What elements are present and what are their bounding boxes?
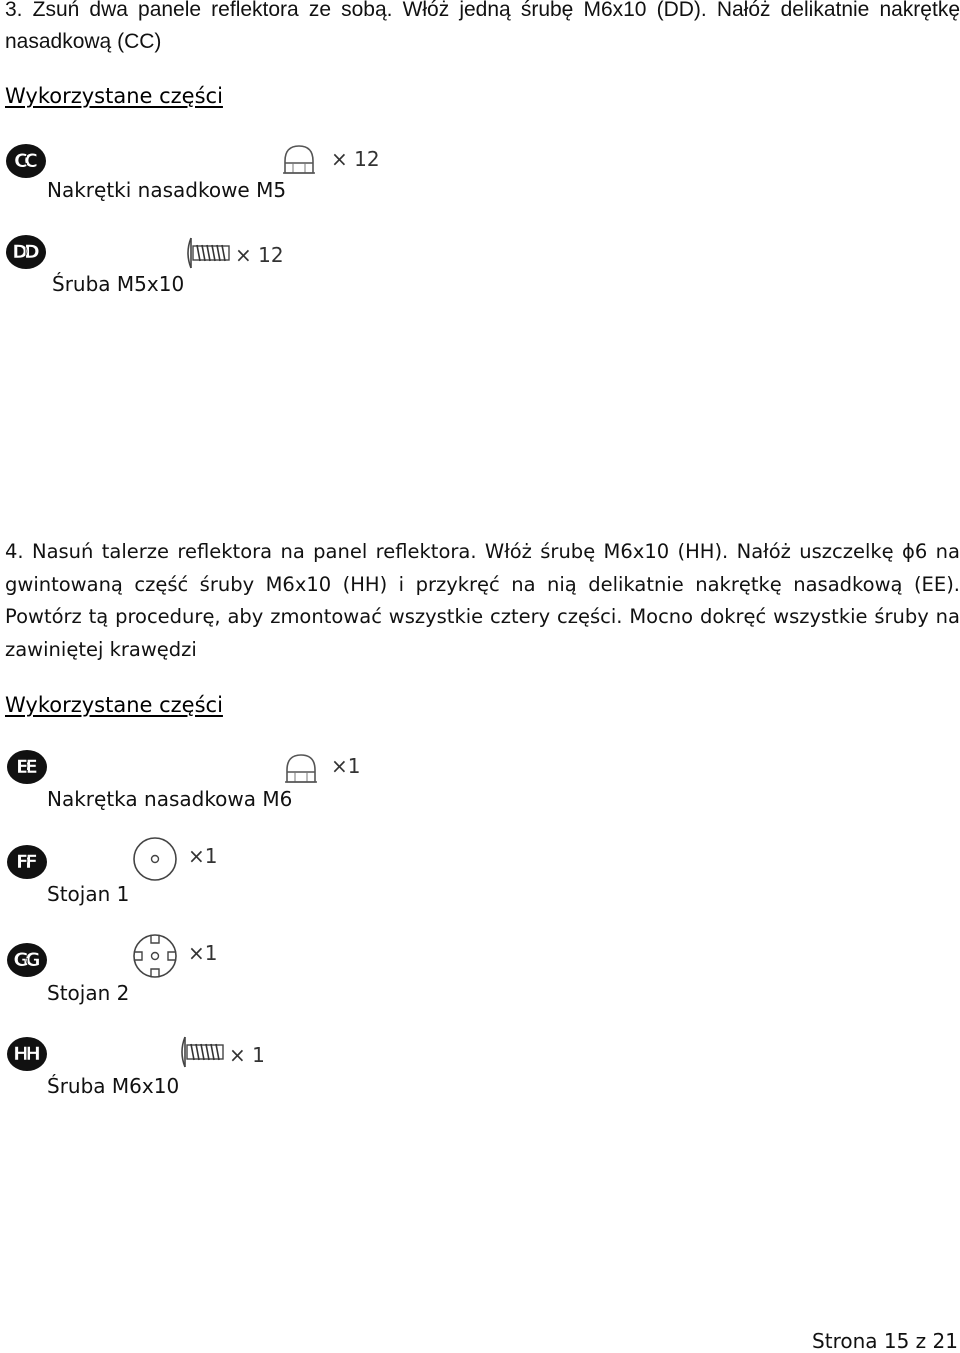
- step-4-instruction: 4. Nasuń talerze reflektora na panel reflektora. Włóż śrubę M6x10 (HH). Nałóż uszczelkę ɸ6 na gwintowaną część śruby M6x10 (HH) i przykręć na nią delikatnie nakrętkę nasadkową (EE). Powtórz tą procedurę, aby zmontować wszystkie cztery części. Mocno dokręć wszystkie śruby na zawiniętej krawędzi: [5, 540, 960, 661]
- badge-cc: CC: [6, 144, 46, 178]
- step-3-instruction: 3. Zsuń dwa panele reflektora ze sobą. Włóż jedną śrubę M6x10 (DD). Nałóż delikatnie nakrętkę nasadkową (CC): [5, 0, 960, 53]
- qty-dd: × 12: [235, 243, 284, 267]
- screw-icon: [177, 1035, 227, 1069]
- badge-dd: DD: [6, 235, 46, 269]
- part-name-ff: Stojan 1: [47, 882, 130, 906]
- qty-hh: × 1: [229, 1043, 265, 1067]
- badge-gg: GG: [7, 943, 47, 977]
- qty-cc: × 12: [331, 147, 380, 171]
- cap-nut-icon: [281, 143, 317, 177]
- part-name-ee: Nakrętka nasadkowa M6: [47, 787, 293, 811]
- badge-ee: EE: [7, 750, 47, 784]
- cross-stand-icon: [131, 933, 179, 979]
- qty-ee: ×1: [331, 754, 361, 778]
- part-name-gg: Stojan 2: [47, 981, 130, 1005]
- badge-ff: FF: [7, 845, 47, 879]
- part-name-hh: Śruba M6x10: [47, 1074, 180, 1098]
- qty-ff: ×1: [188, 844, 218, 868]
- page-number: Strona 15 z 21: [812, 1329, 958, 1353]
- part-name-cc: Nakrętki nasadkowe M5: [47, 178, 287, 202]
- qty-gg: ×1: [188, 941, 218, 965]
- badge-hh: HH: [7, 1037, 47, 1071]
- part-name-dd: Śruba M5x10: [52, 272, 185, 296]
- section-heading-parts-2: Wykorzystane części: [5, 693, 223, 717]
- section-heading-parts-1: Wykorzystane części: [5, 84, 223, 108]
- cap-nut-icon: [283, 752, 319, 786]
- screw-icon: [183, 236, 233, 270]
- round-stand-icon: [131, 836, 179, 882]
